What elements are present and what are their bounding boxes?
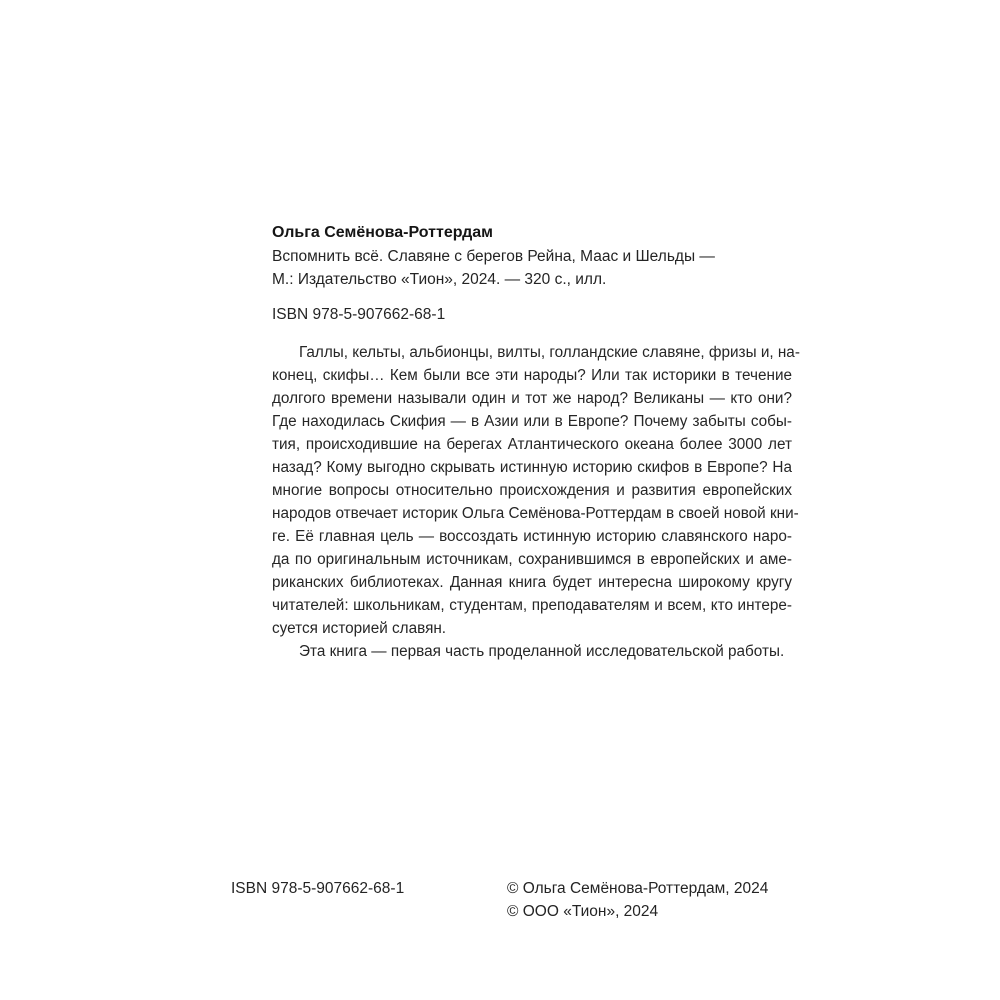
abstract-line: суется историей славян. [272,620,447,637]
isbn-line: ISBN 978-5-907662-68-1 [272,306,446,323]
abstract-line: конец, скифы… Кем были все эти народы? Или так историки в течение [272,367,792,384]
abstract-line: да по оригинальным источникам, сохранившимся в европейских и аме- [272,551,792,568]
abstract-line: назад? Кому выгодно скрывать истинную историю скифов в Европе? На [272,459,792,476]
abstract-line: ге. Её главная цель — воссоздать истинную историю славянского наро- [272,528,792,545]
abstract-line: долгого времени называли один и тот же народ? Великаны — кто они? [272,390,792,407]
bibliographic-publisher-line: М.: Издательство «Тион», 2024. — 320 с., илл. [272,271,607,288]
copyright-publisher: © ООО «Тион», 2024 [507,903,659,920]
abstract-line: риканских библиотеках. Данная книга будет интересна широкому кругу [272,574,792,591]
abstract-line: многие вопросы относительно происхождения и развития европейских [272,482,792,499]
abstract-block [272,341,800,663]
abstract-closing-line: Эта книга — первая часть проделанной исследовательской работы. [299,643,785,660]
abstract-line: тия, происходившие на берегах Атлантического океана более 3000 лет [272,436,792,453]
abstract-line: Галлы, кельты, альбионцы, вилты, голландские славяне, фризы и, на- [299,344,800,361]
bibliographic-title-line: Вспомнить всё. Славяне с берегов Рейна, Маас и Шельды — [272,248,715,265]
footer-isbn: ISBN 978-5-907662-68-1 [231,880,405,897]
abstract-line: народов отвечает историк Ольга Семёнова-Роттердам в своей новой кни- [272,505,799,522]
abstract-line: Где находилась Скифия — в Азии или в Европе? Почему забыты собы- [272,413,792,430]
abstract-line: читателей: школьникам, студентам, преподавателям и всем, кто интере- [272,597,792,614]
copyright-author: © Ольга Семёнова-Роттердам, 2024 [507,880,769,897]
author-name: Ольга Семёнова-Роттердам [272,224,493,241]
